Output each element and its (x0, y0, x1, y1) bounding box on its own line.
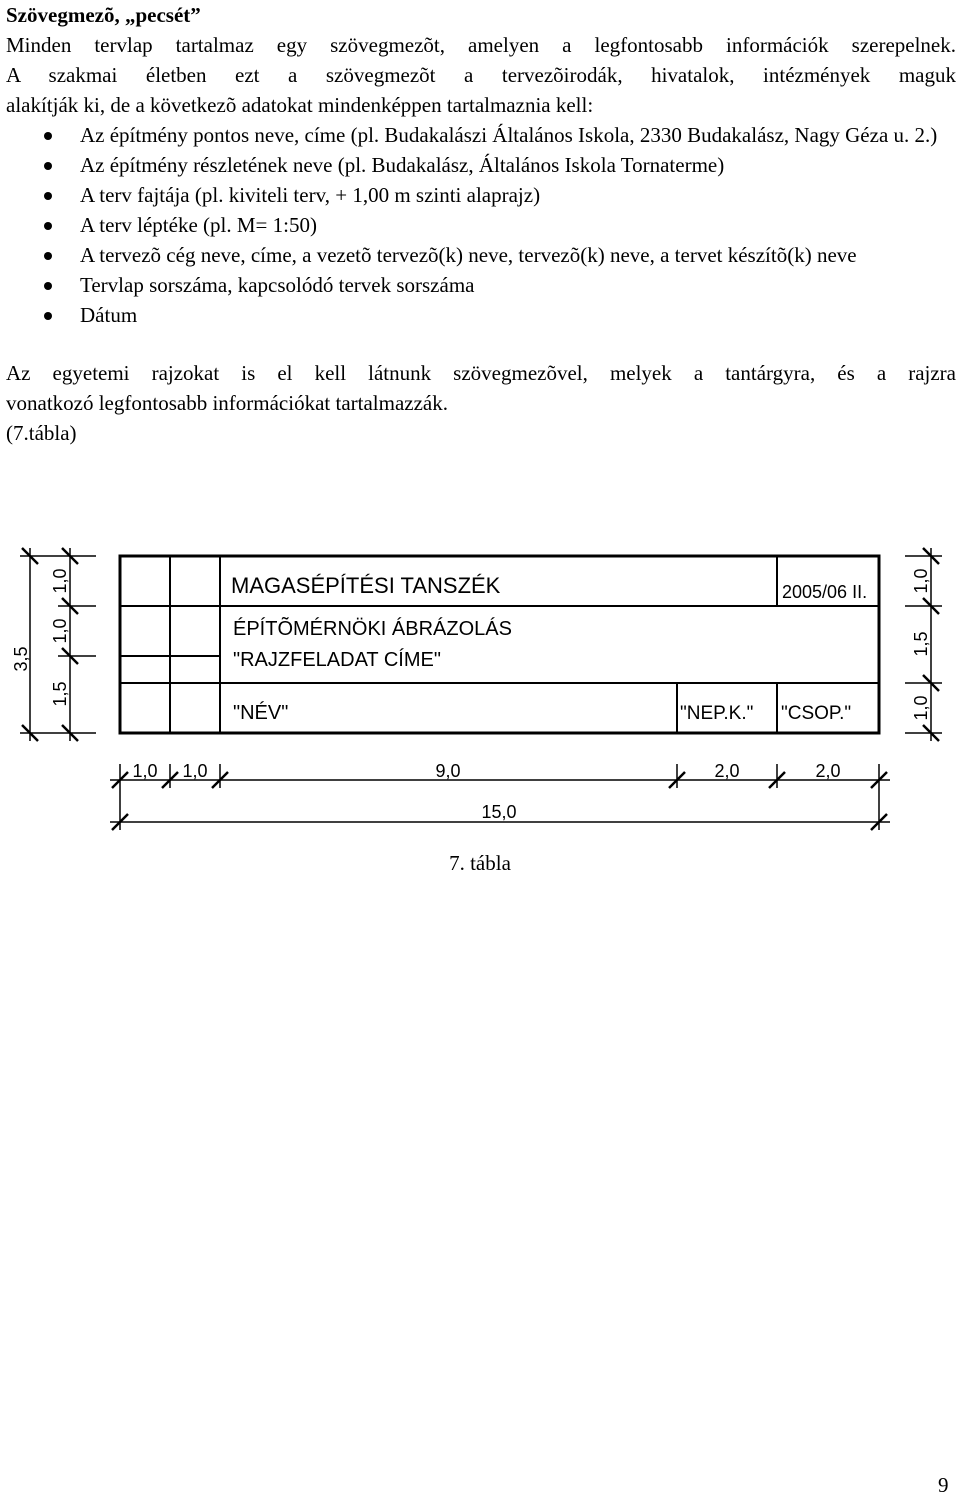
list-item-text: Az építmény pontos neve, címe (pl. Budakalászi Általános Iskola, 2330 Budakalász, Nagy Géza u. 2.) (80, 123, 938, 147)
list-item-text: Az építmény részletének neve (pl. Budakalász, Általános Iskola Tornaterme) (80, 153, 725, 177)
bullet-icon (44, 192, 52, 200)
stamp-subject: ÉPÍTÕMÉRNÖKI ÁBRÁZOLÁS (233, 618, 512, 640)
stamp-drawing-title: "RAJZFELADAT CÍME" (233, 649, 441, 671)
para2-line-1: Az egyetemi rajzokat is el kell látnunk szövegmezõvel, melyek a tantárgyra, és a rajzra (6, 361, 956, 385)
dim-bottom-c: 9,0 (435, 761, 461, 781)
list-item (6, 270, 956, 300)
list-item-text: Dátum (80, 303, 138, 327)
section-title: Szövegmezõ, „pecsét” (6, 3, 201, 27)
dim-left-mid: 1,0 (50, 618, 70, 644)
bullet-icon (44, 162, 52, 170)
bullet-icon (44, 282, 52, 290)
title-block-figure (0, 536, 960, 836)
dim-right-top: 1,0 (911, 568, 931, 594)
stamp-department: MAGASÉPÍTÉSI TANSZÉK (231, 573, 501, 598)
para2-line-3: (7.tábla) (6, 421, 77, 445)
list-item-text: A tervezõ cég neve, címe, a vezetõ tervezõ(k) neve, tervezõ(k) neve, a tervet készítõ(k) neve (80, 243, 857, 267)
document-text (6, 0, 956, 448)
dim-bottom-d: 2,0 (714, 761, 740, 781)
dim-right-mid: 1,5 (911, 631, 931, 657)
bullet-icon (44, 252, 52, 260)
intro-line-3: alakítják ki, de a következõ adatokat mindenképpen tartalmaznia kell: (6, 93, 594, 117)
stamp-semester: 2005/06 II. (782, 582, 868, 602)
para2-line-2: vonatkozó legfontosabb információkat tartalmazzák. (6, 391, 448, 415)
requirements-list (6, 120, 956, 330)
bullet-icon (44, 312, 52, 320)
dim-bottom-e: 2,0 (815, 761, 841, 781)
bullet-icon (44, 132, 52, 140)
dim-bottom-total: 15,0 (481, 802, 517, 822)
list-item (6, 240, 956, 270)
list-item-text: A terv fajtája (pl. kiviteli terv, + 1,00 m szinti alaprajz) (80, 183, 541, 207)
dim-left-top: 1,0 (50, 568, 70, 594)
intro-line-1: Minden tervlap tartalmaz egy szövegmezõt, amelyen a legfontosabb információk szerepelnek. (6, 33, 956, 57)
dim-left-bottom: 1,5 (50, 681, 70, 707)
stamp-group: "CSOP." (781, 703, 852, 724)
dim-right-bottom: 1,0 (911, 695, 931, 721)
dim-bottom-a: 1,0 (132, 761, 158, 781)
list-item-text: Tervlap sorszáma, kapcsolódó tervek sorszáma (80, 273, 475, 297)
stamp-neptun: "NEP.K." (680, 703, 754, 724)
list-item (6, 300, 956, 330)
page-number: 9 (938, 1473, 949, 1497)
intro-line-2: A szakmai életben ezt a szövegmezõt a tervezõirodák, hivatalok, intézmények maguk (6, 63, 956, 87)
list-item-text: A terv léptéke (pl. M= 1:50) (80, 213, 317, 237)
list-item (6, 120, 956, 150)
list-item (6, 150, 956, 180)
stamp-name: "NÉV" (233, 702, 289, 724)
list-item (6, 180, 956, 210)
dim-left-total: 3,5 (11, 646, 31, 672)
list-item (6, 210, 956, 240)
figure-caption: 7. tábla (449, 851, 511, 875)
dim-bottom-b: 1,0 (182, 761, 208, 781)
bullet-icon (44, 222, 52, 230)
